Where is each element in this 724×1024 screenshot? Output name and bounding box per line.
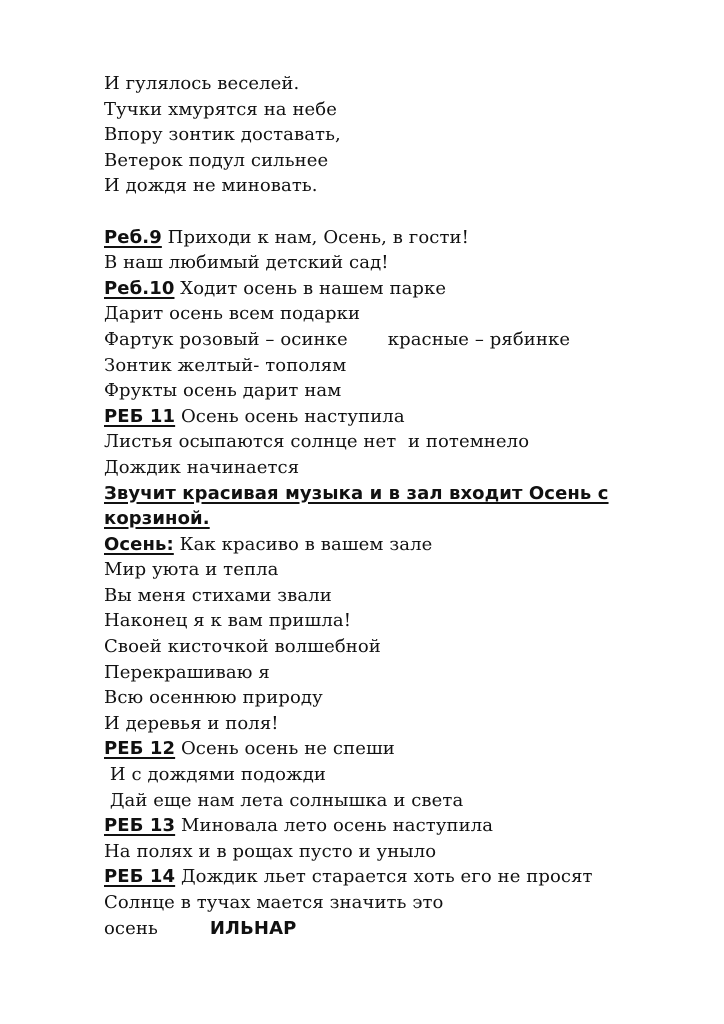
osen-line-8: И деревья и поля! bbox=[104, 712, 279, 734]
reb9-line-1 bbox=[104, 225, 624, 251]
reb11-line-1 bbox=[104, 404, 624, 430]
reb9-line-2: В наш любимый детский сад! bbox=[104, 252, 389, 274]
osen-text: Как красиво в вашем зале bbox=[173, 533, 433, 555]
reb10-label: Реб.10 bbox=[104, 277, 175, 299]
reb13-line-2: На полях и в рощах пусто и уныло bbox=[104, 840, 437, 862]
performer-name: ИЛЬНАР bbox=[209, 917, 297, 939]
osen-line-3: Вы меня стихами звали bbox=[104, 584, 332, 606]
reb10-line-4: Зонтик желтый- тополям bbox=[104, 354, 347, 376]
reb14-line-3 bbox=[104, 916, 624, 942]
reb10-line-3 bbox=[104, 327, 624, 353]
reb13-line-1 bbox=[104, 813, 624, 839]
reb11-label: РЕБ 11 bbox=[104, 405, 176, 427]
reb14-last-word: осень bbox=[104, 917, 158, 939]
reb13-text: Миновала лето осень наступила bbox=[175, 815, 494, 837]
reb10-line-3a: Фартук розовый – осинке bbox=[104, 328, 348, 350]
reb10-text: Ходит осень в нашем парке bbox=[174, 277, 447, 299]
intro-line-2: Тучки хмурятся на небе bbox=[104, 98, 337, 120]
reb13-label: РЕБ 13 bbox=[104, 815, 176, 837]
osen-line-1 bbox=[104, 532, 624, 558]
reb12-label: РЕБ 12 bbox=[104, 738, 176, 760]
reb14-label: РЕБ 14 bbox=[104, 866, 176, 888]
intro-line-4: Ветерок подул сильнее bbox=[104, 149, 329, 171]
osen-line-2: Мир уюта и тепла bbox=[104, 559, 279, 581]
reb14-line-2: Солнце в тучах мается значить это bbox=[104, 892, 444, 913]
reb10-line-5: Фрукты осень дарит нам bbox=[104, 380, 342, 402]
reb12-line-1 bbox=[104, 736, 624, 762]
reb10-line-2: Дарит осень всем подарки bbox=[104, 303, 361, 325]
reb11-line-3: Дождик начинается bbox=[104, 456, 300, 478]
intro-line-1: И гулялось веселей. bbox=[104, 73, 300, 94]
reb10-line-1 bbox=[104, 276, 624, 302]
osen-label: Осень: bbox=[104, 533, 174, 555]
stage-direction-line bbox=[104, 481, 624, 532]
reb14-text: Дождик льет старается хоть его не просят bbox=[175, 866, 593, 888]
reb12-line-2: И с дождями подожди bbox=[104, 764, 326, 786]
reb9-label: Реб.9 bbox=[104, 226, 162, 248]
reb12-line-3: Дай еще нам лета солнышка и света bbox=[104, 789, 464, 811]
intro-line-5: И дождя не миновать. bbox=[104, 175, 318, 197]
reb11-text: Осень осень наступила bbox=[175, 405, 405, 427]
intro-line-3: Впору зонтик доставать, bbox=[104, 124, 341, 146]
stage-direction: Звучит красивая музыка и в зал входит Осень с корзиной. bbox=[104, 482, 609, 530]
script-text bbox=[104, 71, 624, 941]
reb9-text: Приходи к нам, Осень, в гости! bbox=[161, 226, 469, 248]
blank-line bbox=[104, 199, 624, 225]
reb10-line-3b: красные – рябинке bbox=[387, 328, 571, 350]
reb11-line-2: Листья осыпаются солнце нет и потемнело bbox=[104, 431, 530, 453]
osen-line-7: Всю осеннюю природу bbox=[104, 687, 323, 709]
osen-line-4: Наконец я к вам пришла! bbox=[104, 610, 352, 632]
osen-line-5: Своей кисточкой волшебной bbox=[104, 636, 381, 658]
reb12-text: Осень осень не спеши bbox=[175, 738, 395, 760]
reb14-line-1 bbox=[104, 864, 624, 890]
osen-line-6: Перекрашиваю я bbox=[104, 661, 270, 683]
